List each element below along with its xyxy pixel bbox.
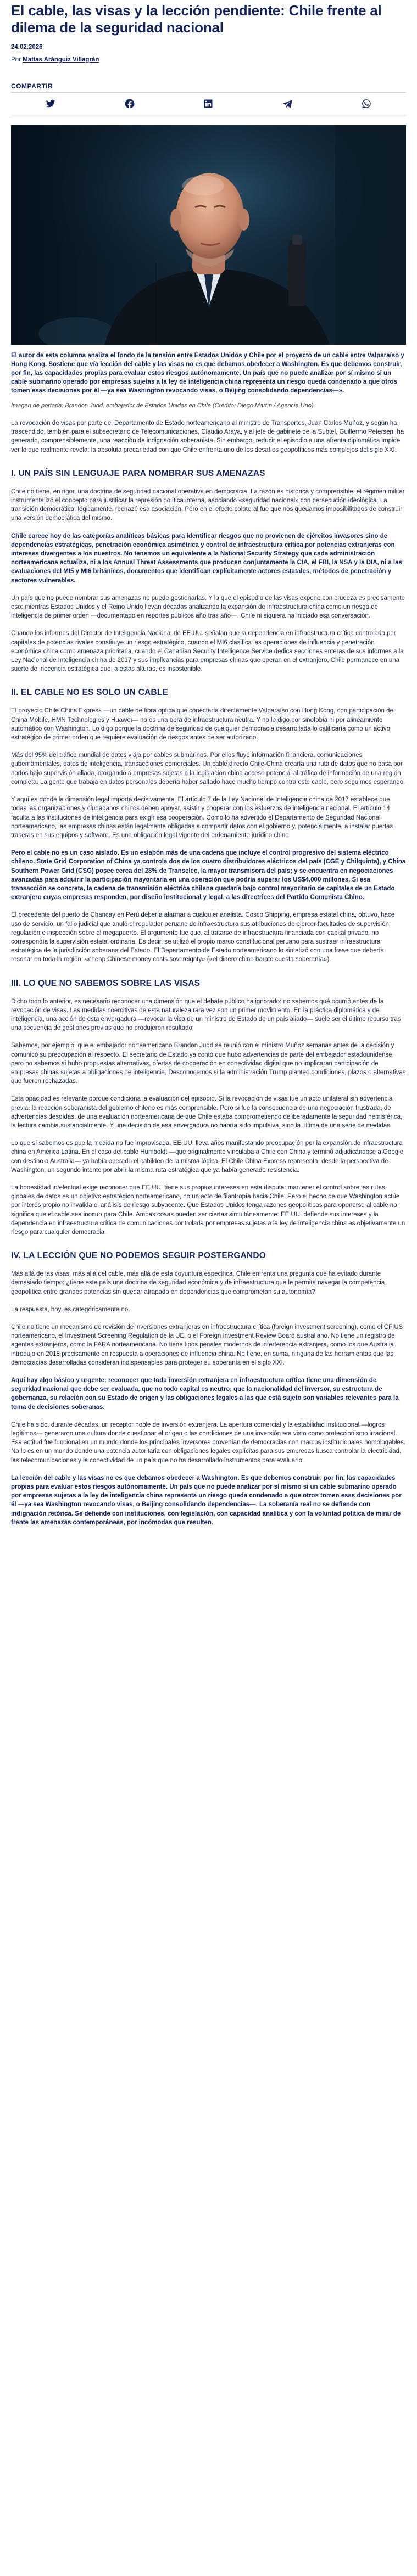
paragraph: Y aquí es donde la dimensión legal importa decisivamente. El artículo 7 de la Ley Nacional de Inteligencia china de 2017 establece que todas las organizaciones y ciudadanos chinos deben apoyar, asistir y cooperar con los esfuerzos de inteligencia nacional. El artículo 14 faculta a las instituciones de inteligencia para exigir esa cooperación. Como lo ha advertido el Departamento de Seguridad Nacional norteamericano, las empresas chinas están legalmente obligadas a compartir datos con el gobierno y, potencialmente, a instalar puertas traseras en sus equipos y software. Es una obligación legal vigente del ordenamiento jurídico chino. bbox=[11, 796, 393, 839]
byline bbox=[11, 55, 406, 65]
image-caption: Imagen de portada: Brandon Judd, embajador de Estados Unidos en Chile (Crédito: Diego Martín / Agencia Uno). bbox=[11, 402, 315, 409]
paragraph: Un país que no puede nombrar sus amenazas no puede gestionarlas. Y lo que el episodio de las visas expone con crudeza es precisamente eso: mientras Estados Unidos y el Reino Unido llevan décadas analizando la expansión de infraestructura china como un riesgo de inteligencia de primer orden —documentado en reportes públicos año tras año—, Chile ni siquiera ha iniciado esa conversación. bbox=[11, 594, 405, 620]
paragraph: El precedente del puerto de Chancay en Perú debería alarmar a cualquier analista. Cosco Shipping, empresa estatal china, obtuvo, hace uso de servicio, un fallo judicial que anuló el regulador peruano de infraestructura sus atribuciones de ejercer facultades de supervisión, regulación e inspección sobre el megapuerto. El argumento fue que, al tratarse de infraestructura financiada con capital privado, no correspondía la supervisión estatal ordinaria. Es decir, se utilizó el propio marco constitucional peruano para sustraer infraestructura estratégica de la jurisdicción soberana del Estado. El Departamento de Estado norteamericano lo sintetizó con una frase que debería resonar en toda la región: «cheap Chinese money costs sovereignty» («el dinero chino barato cuesta soberanía»). bbox=[11, 912, 395, 963]
intro-paragraph: La revocación de visas por parte del Departamento de Estado norteamericano al ministro de Transportes, Juan Carlos Muñoz, y según ha trascendido, también para el subsecretario de Telecomunicaciones, Claudio Araya, y al jefe de gabinete de la Subtel, Guillermo Petersen, ha generado, comprensiblemente, una reacción de indignación soberanista. Sin embargo, reducir el episodio a una afrenta diplomática impide ver lo que realmente revela: la absoluta precariedad con que Chile enfrenta uno de los desafíos geopolíticos más complejos del siglo XXI. bbox=[11, 420, 404, 453]
paragraph: Cuando los informes del Director de Inteligencia Nacional de EE.UU. señalan que la dependencia en infraestructura crítica controlada por capitales de potencias rivales constituye un riesgo estratégico, cuando el MI6 clasifica las operaciones de influencia y penetración económica china como amenaza prioritaria, cuando el Canadian Security Intelligence Service dedica secciones enteras de sus informes a la Ley Nacional de Inteligencia china de 2017 y sus implicancias para empresas chinas que operan en el extranjero, Chile permanece en una suerte de inocencia estratégica que, a estas alturas, es insostenible. bbox=[11, 630, 404, 673]
share-bar bbox=[11, 92, 406, 115]
lead-summary: El autor de esta columna analiza el fondo de la tensión entre Estados Unidos y Chile por el proyecto de un cable entre Valparaíso y Hong Kong. Sostiene que vía lección del cable y las visas no es que debamos obedecer a Washington. Es que debemos construir, por fin, las capacidades propias para evaluar estos riesgos autónomamente. Un país que no puede analizar por sí mismo si un cable submarino operado por empresas sujetas a la ley de inteligencia china representa un riesgo queda condenado a que otros tomen esas decisiones por él —ya sea Washington revocando visas, o Beijing consolidando dependencias—». bbox=[11, 352, 404, 394]
hero-image bbox=[11, 125, 406, 345]
paragraph: Chile no tiene un mecanismo de revisión de inversiones extranjeras en infraestructura crítica (foreign investment screening), como el CFIUS norteamericano, el Investment Screening Regulation de la UE, o el Foreign Investment Review Board australiano. No tiene un registro de agentes extranjeros, como la FARA norteamericana. No tiene tipos penales modernos de interferencia extranjera, como los que Australia introdujo en 2018 precisamente en respuesta a operaciones de influencia china. No tiene, en suma, ninguna de las herramientas que las democracias desarrolladas consideran indispensables para proteger su soberanía en el siglo XXI. bbox=[11, 1324, 403, 1366]
paragraph: Lo que sí sabemos es que la medida no fue improvisada. EE.UU. lleva años manifestando preocupación por la expansión de infraestructura china en América Latina. En el caso del cable Humboldt —que originalmente vinculaba a Chile con China y terminó adjudicándose a Google con destino a Australia— ya había operado el cabildeo de la misma lógica. El Chile China Express representa, desde la perspectiva de Washington, un segundo intento por abrir la misma ruta estratégica que ya había generado resistencia. bbox=[11, 1140, 404, 1174]
share-label: COMPARTIR bbox=[11, 82, 53, 90]
whatsapp-icon[interactable] bbox=[362, 99, 371, 109]
paragraph: El proyecto Chile China Express —un cable de fibra óptica que conectaría directamente Valparaíso con Hong Kong, con participación de China Mobile, HMN Technologies y Huawei— no es una obra de infraestructura neutra. Y no lo digo por sinofobia ni por alineamiento automático con Washington. Lo digo porque la doctrina de seguridad de cualquier democracia desarrollada lo calificaría como un activo estratégico de primer orden que requiere evaluación de riesgos antes de ser autorizado. bbox=[11, 708, 393, 742]
author-link[interactable]: Matías Aránguiz Villagrán bbox=[23, 57, 99, 63]
article-body bbox=[11, 419, 406, 1527]
paragraph: Dicho todo lo anterior, es necesario reconocer una dimensión que el debate público ha ignorado: no sabemos qué ocurrió antes de la revocación de visas. Las medidas coercitivas de esta naturaleza rara vez son un primer movimiento. En la práctica diplomática y de inteligencia, una acción de esta envergadura —revocar la visa de un ministro de Estado de un país aliado— suele ser el último recurso tras una secuencia de gestiones previas que no produjeron resultado. bbox=[11, 998, 401, 1032]
paragraph: La lección del cable y las visas no es que debamos obedecer a Washington. Es que debemos construir, por fin, las capacidades propias para evaluar estos riesgos autónomamente. Un país que no puede analizar por sí mismo si un cable submarino operado por empresas sujetas a la ley de inteligencia china representa un riesgo queda condenado a que otros tomen esas decisiones por él —ya sea Washington revocando visas, o Beijing consolidando dependencias—. La soberanía real no se defiende con indignación retórica. Se defiende con instituciones, con legislación, con capacidad analítica y con la voluntad política de mirar de frente las amenazas contemporáneas, por incómodas que resulten. bbox=[11, 1474, 402, 1526]
linkedin-icon[interactable] bbox=[203, 99, 213, 109]
paragraph: Chile no tiene, en rigor, una doctrina de seguridad nacional operativa en democracia. La razón es histórica y comprensible: el régimen militar instrumentalizó el concepto para justificar la represión política interna, asociando «seguridad nacional» con persecución ideológica. La transición democrática, lógicamente, rechazó esa asociación. Pero en el efecto colateral fue que nos quedamos imposibilitados de construir una versión democrática del mismo. bbox=[11, 488, 405, 522]
paragraph: Esta opacidad es relevante porque condiciona la evaluación del episodio. Si la revocación de visas fue un acto unilateral sin advertencia previa, la reacción soberanista del gobierno chileno es más comprensible. Pero si fue la consecuencia de una negociación frustrada, de advertencias desoídas, de una evaluación norteamericana de que Chile estaba comprometiendo deliberadamente la seguridad hemisférica, la lectura cambia sustancialmente. Y una decisión de esa envergadura no habría sido impulsiva, sino la última de una serie de medidas. bbox=[11, 1096, 403, 1129]
paragraph: Chile ha sido, durante décadas, un receptor noble de inversión extranjera. La apertura comercial y la estabilidad institucional —logros legítimos— generaron una cultura donde cuestionar el origen o las condiciones de una inversión era visto como proteccionismo irracional. Esa actitud fue funcional en un mundo donde los principales inversores provenían de democracias con marcos institucionales homologables. No lo es en un mundo donde una potencia autoritaria con obligaciones legales explícitas para sus empresas busca controlar la electricidad, las telecomunicaciones y la conectividad de un país que no ha desarrollado instrumentos para evaluarlo. bbox=[11, 1421, 405, 1464]
section-title: II. EL CABLE NO ES SOLO UN CABLE bbox=[11, 688, 168, 698]
twitter-icon[interactable] bbox=[46, 99, 55, 109]
paragraph: La respuesta, hoy, es categóricamente no. bbox=[11, 1306, 130, 1313]
paragraph: Chile carece hoy de las categorías analíticas básicas para identificar riesgos que no provienen de ejércitos invasores sino de dependencias estratégicas, penetración económica asimétrica y control de infraestructura crítica por potencias extranjeras con intereses divergentes a los nuestros. No tenemos un equivalente a la National Security Strategy que cada administración norteamericana actualiza, ni a los Annual Threat Assessments que producen conjuntamente la CIA, el FBI, la NSA y la DIA, ni a las evaluaciones del MI5 y MI6 británicos, documentos que identifican explícitamente actores estatales, métodos de penetración y sectores vulnerables. bbox=[11, 532, 402, 584]
paragraph: Más del 95% del tráfico mundial de datos viaja por cables submarinos. Por ellos fluye información financiera, comunicaciones gubernamentales, datos de inteligencia, transacciones comerciales. Un cable directo Chile-China crearía una ruta de datos que no pasa por nodos bajo supervisión aliada, otorgando a empresas sujetas a la legislación china acceso potencial al tráfico de información de una región completa. La gente que trabaja en datos personales debería haber saltado hace mucho tiempo contra este cable, pero seguimos esperando. bbox=[11, 752, 405, 785]
paragraph: La honestidad intelectual exige reconocer que EE.UU. tiene sus propios intereses en esta disputa: mantener el control sobre las rutas globales de datos es un objetivo estratégico norteamericano, no un acto de filantropía hacia Chile. Pero el hecho de que Washington actúe por interés propio no invalida el análisis de riesgo subyacente. Que Estados Unidos tenga razones geopolíticas para oponerse al cable no significa que el cable sea inocuo para Chile. Ambas cosas pueden ser ciertas simultáneamente: EE.UU. defiende sus intereses y la dependencia en infraestructura crítica de comunicaciones controlada por empresas sujetas a la ley de inteligencia china es objetivamente un riesgo para cualquier democracia. bbox=[11, 1185, 405, 1236]
byline-prefix: Por bbox=[11, 57, 21, 63]
section-title: III. LO QUE NO SABEMOS SOBRE LAS VISAS bbox=[11, 978, 201, 988]
section-title: I. UN PAÍS SIN LENGUAJE PARA NOMBRAR SUS AMENAZAS bbox=[11, 468, 265, 478]
article-meta bbox=[11, 43, 406, 65]
article-headline: El cable, las visas y la lección pendiente: Chile frente al dilema de la seguridad nacional bbox=[11, 2, 382, 36]
publish-date: 24.02.2026 bbox=[11, 44, 43, 50]
telegram-icon[interactable] bbox=[282, 99, 292, 109]
paragraph: Sabemos, por ejemplo, que el embajador norteamericano Brandon Judd se reunió con el ministro Muñoz semanas antes de la decisión y comunicó su preocupación al respecto. El secretario de Estado ya contó que hubo advertencias de parte del embajador estadounidense, pero no sabemos si hubo propuestas alternativas, ofertas de cooperación en conectividad digital que no implicaran participación de empresas chinas sujetas a obligaciones de inteligencia. Desconocemos si la administración Trump planteó condiciones, plazos o alternativas que fueron rechazadas. bbox=[11, 1042, 406, 1085]
paragraph: Pero el cable no es un caso aislado. Es un eslabón más de una cadena que incluye el control progresivo del sistema eléctrico chileno. State Grid Corporation of China ya controla dos de los cuatro distribuidores eléctricos del país (CGE y Chilquinta), y China Southern Power Grid (CSG) posee cerca del 28% de Transelec, la mayor transmisora del país; y se encuentra en negociaciones avanzadas para adquirir la participación mayoritaria en una operación que podría superar los US$4.000 millones. Si esa transacción se concreta, la cadena de transmisión eléctrica chilena quedaría bajo control mayoritario de capitales de un Estado extranjero cuyas empresas responden, por diseño institucional y legal, a las directrices del Partido Comunista Chino. bbox=[11, 850, 406, 901]
paragraph: Más allá de las visas, más allá del cable, más allá de esta coyuntura específica, Chile enfrenta una pregunta que ha evitado durante demasiado tiempo: ¿tiene este país una doctrina de seguridad económica y de infraestructura que le permita navegar la competencia geopolítica entre grandes potencias sin quedar atrapado en dependencias que comprometan su autonomía? bbox=[11, 1271, 385, 1295]
portrait-illustration bbox=[11, 125, 406, 345]
facebook-icon[interactable] bbox=[125, 99, 135, 109]
paragraph: Aquí hay algo básico y urgente: reconocer que toda inversión extranjera en infraestructura crítica tiene una dimensión de seguridad nacional que debe ser evaluada, que no todo capital es neutro; que la nacionalidad del inversor, su estructura de gobernanza, su relación con su Estado de origen y las obligaciones legales a las que está sujeto son variables relevantes para la toma de decisiones soberanas. bbox=[11, 1377, 399, 1411]
section-title: IV. LA LECCIÓN QUE NO PODEMOS SEGUIR POSTERGANDO bbox=[11, 1251, 266, 1261]
